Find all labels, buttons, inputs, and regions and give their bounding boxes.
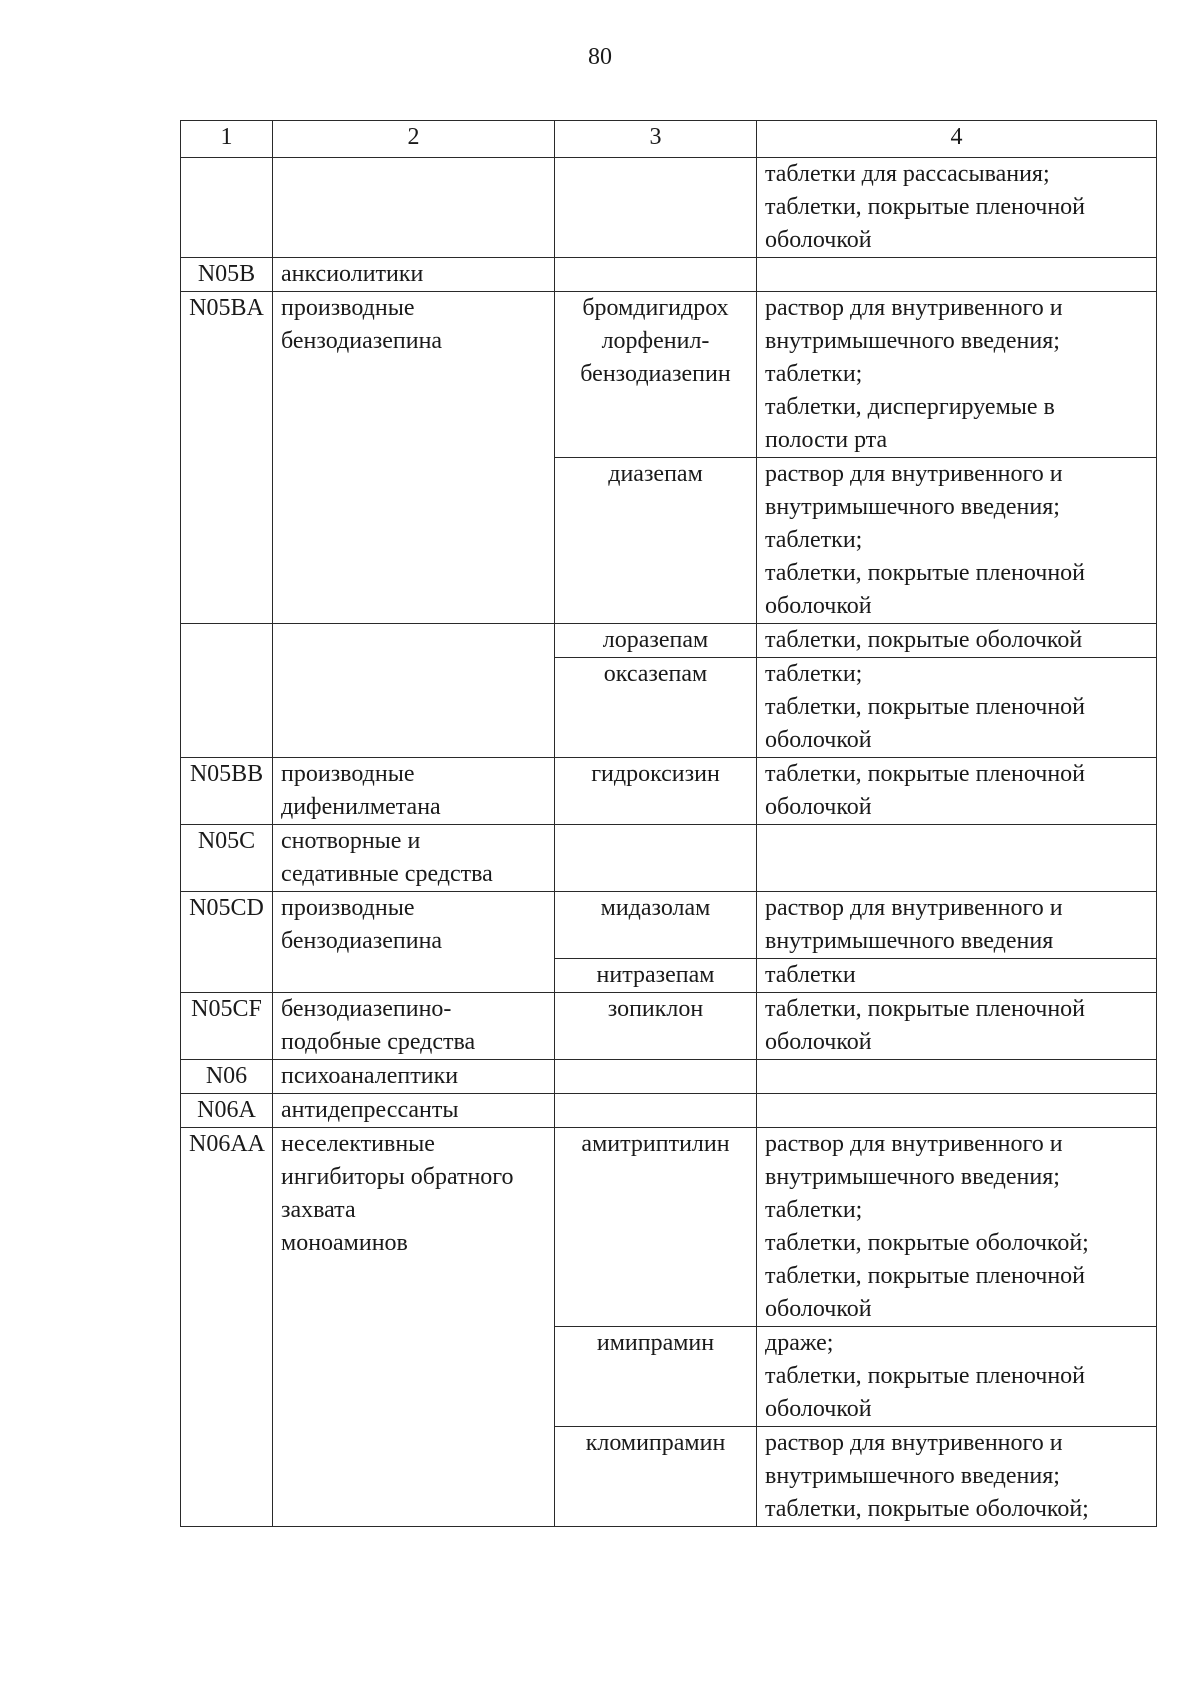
dosage-forms-cell: таблетки, покрытые пленочной оболочкой bbox=[757, 993, 1157, 1060]
group-cell: снотворные и седативные средства bbox=[273, 825, 555, 892]
table-row bbox=[181, 1427, 1157, 1527]
dosage-forms-cell: раствор для внутривенного и внутримышечного введения; таблетки, покрытые оболочкой; bbox=[757, 1427, 1157, 1527]
atc-code-cell bbox=[181, 658, 273, 758]
atc-code-cell: N05BB bbox=[181, 758, 273, 825]
drug-name-cell: нитразепам bbox=[555, 959, 757, 993]
atc-code-cell bbox=[181, 624, 273, 658]
atc-code-cell bbox=[181, 959, 273, 993]
group-cell bbox=[273, 1327, 555, 1427]
drug-name-cell: гидроксизин bbox=[555, 758, 757, 825]
table-row bbox=[181, 624, 1157, 658]
table-row bbox=[181, 292, 1157, 458]
drug-name-cell: амитриптилин bbox=[555, 1128, 757, 1327]
table-row bbox=[181, 1060, 1157, 1094]
drug-name-cell bbox=[555, 158, 757, 258]
atc-code-cell: N06A bbox=[181, 1094, 273, 1128]
dosage-forms-cell bbox=[757, 825, 1157, 892]
group-cell bbox=[273, 959, 555, 993]
dosage-forms-cell: раствор для внутривенного и внутримышечного введения; таблетки; таблетки, покрытые оболочкой; таблетки, покрытые пленочной оболочкой bbox=[757, 1128, 1157, 1327]
atc-code-cell: N05BA bbox=[181, 292, 273, 458]
drug-name-cell bbox=[555, 1060, 757, 1094]
table-row bbox=[181, 959, 1157, 993]
table-row bbox=[181, 1094, 1157, 1128]
drug-name-cell bbox=[555, 825, 757, 892]
dosage-forms-cell bbox=[757, 258, 1157, 292]
table-row bbox=[181, 458, 1157, 624]
atc-code-cell bbox=[181, 458, 273, 624]
atc-code-cell: N05CF bbox=[181, 993, 273, 1060]
group-cell: производные дифенилметана bbox=[273, 758, 555, 825]
group-cell bbox=[273, 458, 555, 624]
group-cell bbox=[273, 1427, 555, 1527]
table-row bbox=[181, 1128, 1157, 1327]
dosage-forms-cell bbox=[757, 1094, 1157, 1128]
dosage-forms-cell: таблетки, покрытые пленочной оболочкой bbox=[757, 758, 1157, 825]
group-cell bbox=[273, 624, 555, 658]
table-row bbox=[181, 892, 1157, 959]
header-col-1: 1 bbox=[181, 121, 273, 158]
dosage-forms-cell: раствор для внутривенного и внутримышечного введения bbox=[757, 892, 1157, 959]
group-cell: бензодиазепино- подобные средства bbox=[273, 993, 555, 1060]
group-cell: психоаналептики bbox=[273, 1060, 555, 1094]
dosage-forms-cell: таблетки для рассасывания; таблетки, покрытые пленочной оболочкой bbox=[757, 158, 1157, 258]
table-row bbox=[181, 758, 1157, 825]
table-row bbox=[181, 1327, 1157, 1427]
dosage-forms-cell: таблетки bbox=[757, 959, 1157, 993]
group-cell: антидепрессанты bbox=[273, 1094, 555, 1128]
atc-code-cell bbox=[181, 158, 273, 258]
dosage-forms-cell: раствор для внутривенного и внутримышечного введения; таблетки; таблетки, покрытые пленочной оболочкой bbox=[757, 458, 1157, 624]
header-col-3: 3 bbox=[555, 121, 757, 158]
header-row bbox=[181, 121, 1157, 158]
atc-code-cell: N05C bbox=[181, 825, 273, 892]
dosage-forms-cell: драже; таблетки, покрытые пленочной оболочкой bbox=[757, 1327, 1157, 1427]
dosage-forms-cell: раствор для внутривенного и внутримышечного введения; таблетки; таблетки, диспергируемые в полости рта bbox=[757, 292, 1157, 458]
table-row bbox=[181, 658, 1157, 758]
group-cell: производные бензодиазепина bbox=[273, 892, 555, 959]
atc-code-cell: N06 bbox=[181, 1060, 273, 1094]
group-cell: неселективные ингибиторы обратного захвата моноаминов bbox=[273, 1128, 555, 1327]
drug-table bbox=[180, 120, 1157, 1527]
atc-code-cell: N06AA bbox=[181, 1128, 273, 1327]
page-number: 80 bbox=[588, 44, 612, 70]
atc-code-cell bbox=[181, 1327, 273, 1427]
drug-name-cell: оксазепам bbox=[555, 658, 757, 758]
drug-name-cell: зопиклон bbox=[555, 993, 757, 1060]
dosage-forms-cell: таблетки, покрытые оболочкой bbox=[757, 624, 1157, 658]
group-cell bbox=[273, 158, 555, 258]
dosage-forms-cell bbox=[757, 1060, 1157, 1094]
drug-name-cell: бромдигидрох лорфенил- бензодиазепин bbox=[555, 292, 757, 458]
drug-name-cell bbox=[555, 1094, 757, 1128]
table-row bbox=[181, 993, 1157, 1060]
group-cell bbox=[273, 658, 555, 758]
drug-name-cell: имипрамин bbox=[555, 1327, 757, 1427]
drug-name-cell: кломипрамин bbox=[555, 1427, 757, 1527]
group-cell: производные бензодиазепина bbox=[273, 292, 555, 458]
header-col-2: 2 bbox=[273, 121, 555, 158]
header-col-4: 4 bbox=[757, 121, 1157, 158]
dosage-forms-cell: таблетки; таблетки, покрытые пленочной оболочкой bbox=[757, 658, 1157, 758]
drug-name-cell: лоразепам bbox=[555, 624, 757, 658]
table-row bbox=[181, 158, 1157, 258]
table-row bbox=[181, 258, 1157, 292]
atc-code-cell: N05CD bbox=[181, 892, 273, 959]
drug-name-cell: диазепам bbox=[555, 458, 757, 624]
atc-code-cell bbox=[181, 1427, 273, 1527]
drug-name-cell: мидазолам bbox=[555, 892, 757, 959]
group-cell: анксиолитики bbox=[273, 258, 555, 292]
table-row bbox=[181, 825, 1157, 892]
atc-code-cell: N05B bbox=[181, 258, 273, 292]
drug-name-cell bbox=[555, 258, 757, 292]
